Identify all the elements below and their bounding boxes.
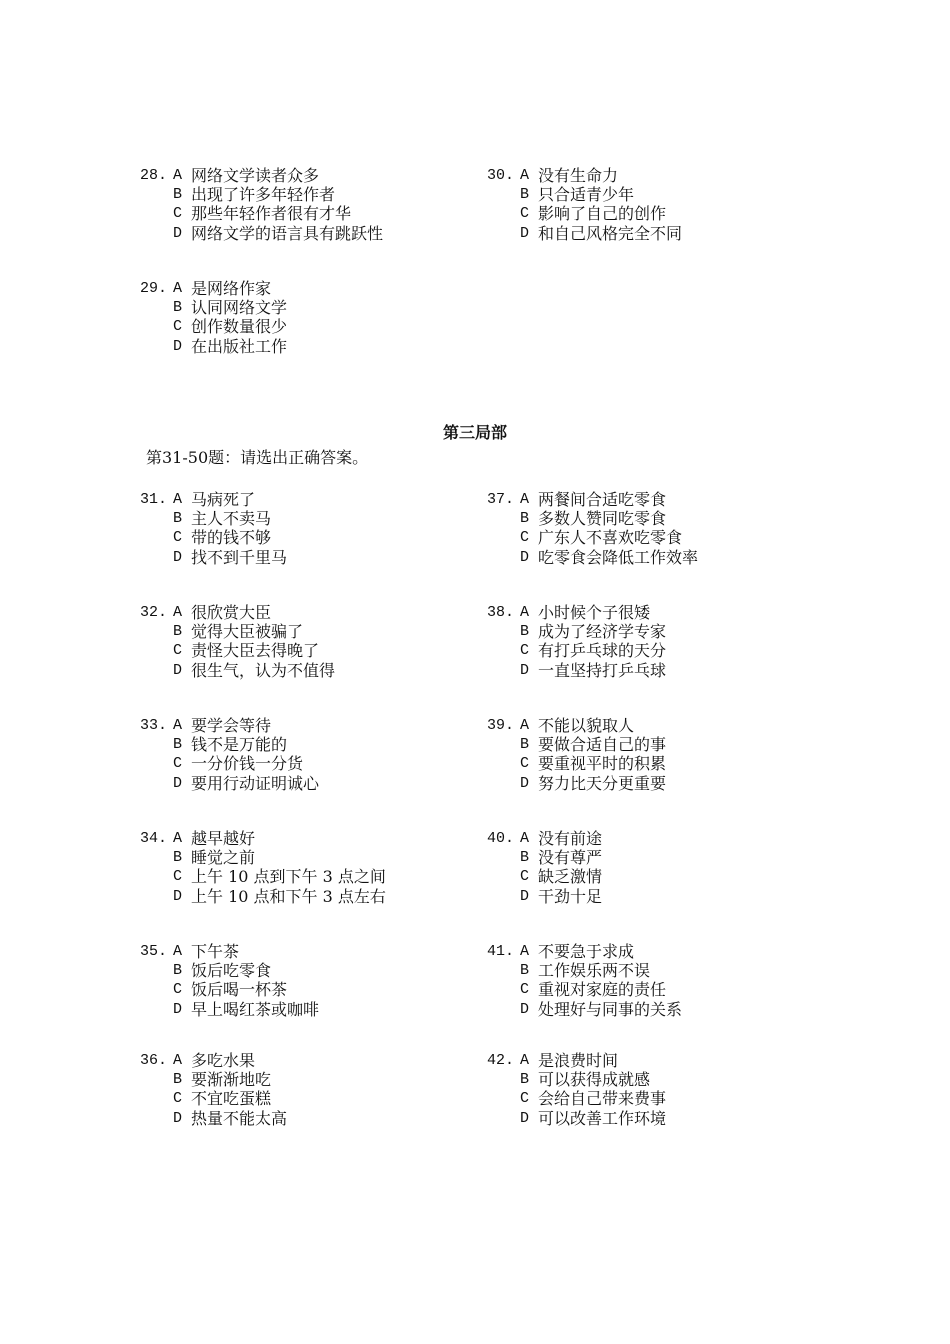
option-row	[140, 641, 460, 660]
option-row	[140, 279, 460, 298]
option-letter: A	[173, 167, 183, 184]
option-row	[487, 716, 807, 735]
option-row	[487, 224, 807, 243]
option-letter: A	[173, 717, 183, 734]
question-39	[487, 716, 807, 793]
option-text: 带的钱不够	[191, 528, 272, 548]
option-text: 那些年轻作者很有才华	[191, 204, 352, 224]
option-text: 觉得大臣被骗了	[191, 622, 304, 642]
option-letter: B	[173, 186, 183, 204]
option-text: 找不到千里马	[191, 547, 288, 567]
option-text: 很生气，认为不值得	[191, 660, 336, 680]
option-text: 网络文学的语言具有跳跃性	[191, 223, 384, 243]
option-text: 处理好与同事的关系	[538, 999, 683, 1019]
option-text: 可以改善工作环境	[538, 1108, 667, 1128]
option-text: 钱不是万能的	[191, 735, 288, 755]
option-letter: B	[520, 1071, 530, 1089]
option-letter: C	[173, 1090, 183, 1108]
option-text: 吃零食会降低工作效率	[538, 547, 699, 567]
option-letter: C	[173, 642, 183, 660]
option-row	[487, 661, 807, 680]
option-text: 没有生命力	[538, 166, 619, 185]
question-41	[487, 942, 807, 1019]
option-text: 要学会等待	[191, 716, 272, 735]
option-text: 干劲十足	[538, 886, 603, 906]
option-text: 网络文学读者众多	[191, 166, 320, 185]
option-letter: C	[173, 529, 183, 547]
option-row	[140, 603, 460, 622]
option-row	[140, 961, 460, 980]
question-number: 38.	[487, 604, 515, 621]
option-letter: B	[520, 510, 530, 528]
option-letter: A	[173, 943, 183, 960]
option-letter: C	[520, 205, 530, 223]
question-36	[140, 1051, 460, 1128]
option-text: 没有尊严	[538, 848, 603, 868]
option-text: 越早越好	[191, 829, 256, 848]
option-row	[487, 622, 807, 641]
question-number: 39.	[487, 717, 515, 734]
option-row	[140, 509, 460, 528]
option-row	[140, 1070, 460, 1089]
option-letter: D	[520, 1109, 530, 1127]
option-letter: B	[173, 510, 183, 528]
option-text: 是网络作家	[191, 279, 272, 298]
option-row	[140, 942, 460, 961]
option-letter: C	[173, 868, 183, 886]
option-text: 饭后喝一杯茶	[191, 980, 288, 1000]
option-text: 要用行动证明诚心	[191, 773, 320, 793]
option-row	[487, 1051, 807, 1070]
question-number: 41.	[487, 943, 515, 960]
option-letter: A	[520, 830, 530, 847]
option-row	[487, 735, 807, 754]
option-row	[140, 548, 460, 567]
option-row	[487, 942, 807, 961]
option-text: 小时候个子很矮	[538, 603, 651, 622]
option-letter: D	[173, 1000, 183, 1018]
option-letter: A	[520, 1052, 530, 1069]
option-text: 创作数量很少	[191, 317, 288, 337]
option-letter: A	[520, 717, 530, 734]
option-text: 马病死了	[191, 490, 256, 509]
option-row	[140, 204, 460, 223]
option-letter: C	[173, 205, 183, 223]
option-letter: B	[520, 623, 530, 641]
option-text: 和自己风格完全不同	[538, 223, 683, 243]
option-letter: D	[173, 661, 183, 679]
option-row	[487, 509, 807, 528]
question-34	[140, 829, 460, 906]
option-letter: D	[173, 548, 183, 566]
option-text: 要渐渐地吃	[191, 1070, 272, 1090]
question-number: 40.	[487, 830, 515, 847]
option-text: 可以获得成就感	[538, 1070, 651, 1090]
option-text: 影响了自己的创作	[538, 204, 667, 224]
option-row	[140, 887, 460, 906]
option-text: 多吃水果	[191, 1051, 256, 1070]
option-row	[140, 848, 460, 867]
question-number: 31.	[140, 491, 168, 508]
option-row	[140, 661, 460, 680]
option-letter: A	[520, 491, 530, 508]
question-number: 30.	[487, 167, 515, 184]
option-text: 一分价钱一分货	[191, 754, 304, 774]
option-row	[140, 867, 460, 886]
option-row	[140, 337, 460, 356]
question-37	[487, 490, 807, 567]
option-text: 很欣赏大臣	[191, 603, 272, 622]
option-text: 责怪大臣去得晚了	[191, 641, 320, 661]
option-letter: B	[173, 299, 183, 317]
question-38	[487, 603, 807, 680]
option-text: 早上喝红茶或咖啡	[191, 999, 320, 1019]
option-letter: C	[520, 755, 530, 773]
option-letter: D	[520, 1000, 530, 1018]
question-35	[140, 942, 460, 1019]
option-row	[487, 774, 807, 793]
option-row	[140, 735, 460, 754]
option-row	[487, 204, 807, 223]
option-text: 上午 10 点到下午 3 点之间	[191, 867, 386, 887]
option-letter: A	[173, 280, 183, 297]
option-text: 多数人赞同吃零食	[538, 509, 667, 529]
option-row	[140, 622, 460, 641]
option-letter: D	[173, 774, 183, 792]
option-letter: D	[173, 887, 183, 905]
option-text: 努力比天分更重要	[538, 773, 667, 793]
option-row	[487, 980, 807, 999]
option-text: 下午茶	[191, 942, 240, 961]
option-letter: C	[173, 318, 183, 336]
option-letter: C	[520, 642, 530, 660]
option-row	[140, 829, 460, 848]
option-text: 不能以貌取人	[538, 716, 635, 735]
option-letter: D	[173, 224, 183, 242]
option-row	[140, 1089, 460, 1108]
question-number: 34.	[140, 830, 168, 847]
option-text: 有打乒乓球的天分	[538, 641, 667, 661]
option-letter: D	[520, 887, 530, 905]
option-text: 成为了经济学专家	[538, 622, 667, 642]
option-text: 饭后吃零食	[191, 961, 272, 981]
option-text: 会给自己带来费事	[538, 1089, 667, 1109]
option-letter: B	[173, 849, 183, 867]
option-text: 重视对家庭的责任	[538, 980, 667, 1000]
option-text: 不要急于求成	[538, 942, 635, 961]
option-row	[487, 867, 807, 886]
option-letter: B	[520, 962, 530, 980]
option-text: 是浪费时间	[538, 1051, 619, 1070]
option-row	[487, 641, 807, 660]
option-row	[487, 1109, 807, 1128]
option-letter: D	[520, 548, 530, 566]
option-text: 主人不卖马	[191, 509, 272, 529]
option-letter: B	[520, 186, 530, 204]
option-letter: D	[520, 661, 530, 679]
question-number: 35.	[140, 943, 168, 960]
question-number: 42.	[487, 1052, 515, 1069]
option-text: 工作娱乐两不误	[538, 961, 651, 981]
option-text: 出现了许多年轻作者	[191, 185, 336, 205]
option-letter: C	[520, 981, 530, 999]
option-text: 不宜吃蛋糕	[191, 1089, 272, 1109]
option-row	[140, 754, 460, 773]
option-text: 睡觉之前	[191, 848, 256, 868]
question-number: 28.	[140, 167, 168, 184]
option-letter: D	[520, 224, 530, 242]
option-letter: C	[520, 1090, 530, 1108]
option-letter: D	[520, 774, 530, 792]
option-row	[487, 829, 807, 848]
question-number: 37.	[487, 491, 515, 508]
option-letter: A	[173, 830, 183, 847]
option-text: 缺乏激情	[538, 867, 603, 887]
option-row	[140, 716, 460, 735]
option-row	[487, 528, 807, 547]
option-row	[487, 548, 807, 567]
option-text: 认同网络文学	[191, 298, 288, 318]
option-row	[140, 528, 460, 547]
option-letter: D	[173, 337, 183, 355]
option-letter: B	[520, 736, 530, 754]
option-row	[487, 887, 807, 906]
option-row	[487, 848, 807, 867]
option-row	[487, 603, 807, 622]
option-text: 要做合适自己的事	[538, 735, 667, 755]
option-letter: B	[173, 736, 183, 754]
option-row	[140, 980, 460, 999]
question-40	[487, 829, 807, 906]
option-letter: C	[173, 755, 183, 773]
section-instruction: 第31-50题：请选出正确答案。	[146, 448, 369, 467]
option-text: 在出版社工作	[191, 336, 288, 356]
option-letter: A	[520, 943, 530, 960]
option-letter: D	[173, 1109, 183, 1127]
option-letter: C	[520, 868, 530, 886]
option-row	[140, 490, 460, 509]
option-letter: A	[173, 604, 183, 621]
question-28	[140, 166, 460, 243]
option-letter: B	[173, 962, 183, 980]
option-row	[487, 1000, 807, 1019]
option-letter: A	[173, 491, 183, 508]
option-letter: C	[520, 529, 530, 547]
option-text: 上午 10 点和下午 3 点左右	[191, 886, 386, 906]
option-letter: B	[173, 1071, 183, 1089]
option-letter: B	[520, 849, 530, 867]
question-32	[140, 603, 460, 680]
option-text: 没有前途	[538, 829, 603, 848]
option-text: 一直坚持打乒乓球	[538, 660, 667, 680]
option-row	[487, 961, 807, 980]
option-text: 两餐间合适吃零食	[538, 490, 667, 509]
option-row	[487, 1070, 807, 1089]
option-row	[140, 224, 460, 243]
option-row	[140, 317, 460, 336]
question-30	[487, 166, 807, 243]
option-row	[140, 185, 460, 204]
question-31	[140, 490, 460, 567]
option-letter: C	[173, 981, 183, 999]
option-row	[487, 185, 807, 204]
option-letter: A	[520, 167, 530, 184]
option-row	[140, 298, 460, 317]
option-text: 只合适青少年	[538, 185, 635, 205]
question-number: 29.	[140, 280, 168, 297]
question-number: 33.	[140, 717, 168, 734]
question-number: 32.	[140, 604, 168, 621]
option-text: 热量不能太高	[191, 1108, 288, 1128]
question-number: 36.	[140, 1052, 168, 1069]
option-letter: B	[173, 623, 183, 641]
option-row	[140, 774, 460, 793]
question-42	[487, 1051, 807, 1128]
option-row	[140, 1000, 460, 1019]
option-letter: A	[173, 1052, 183, 1069]
section-title: 第三局部	[442, 423, 507, 442]
option-row	[140, 1051, 460, 1070]
question-29	[140, 279, 460, 356]
question-33	[140, 716, 460, 793]
option-letter: A	[520, 604, 530, 621]
option-row	[487, 1089, 807, 1108]
option-row	[487, 166, 807, 185]
option-row	[487, 490, 807, 509]
option-row	[487, 754, 807, 773]
option-row	[140, 1109, 460, 1128]
option-row	[140, 166, 460, 185]
option-text: 要重视平时的积累	[538, 754, 667, 774]
option-text: 广东人不喜欢吃零食	[538, 528, 683, 548]
